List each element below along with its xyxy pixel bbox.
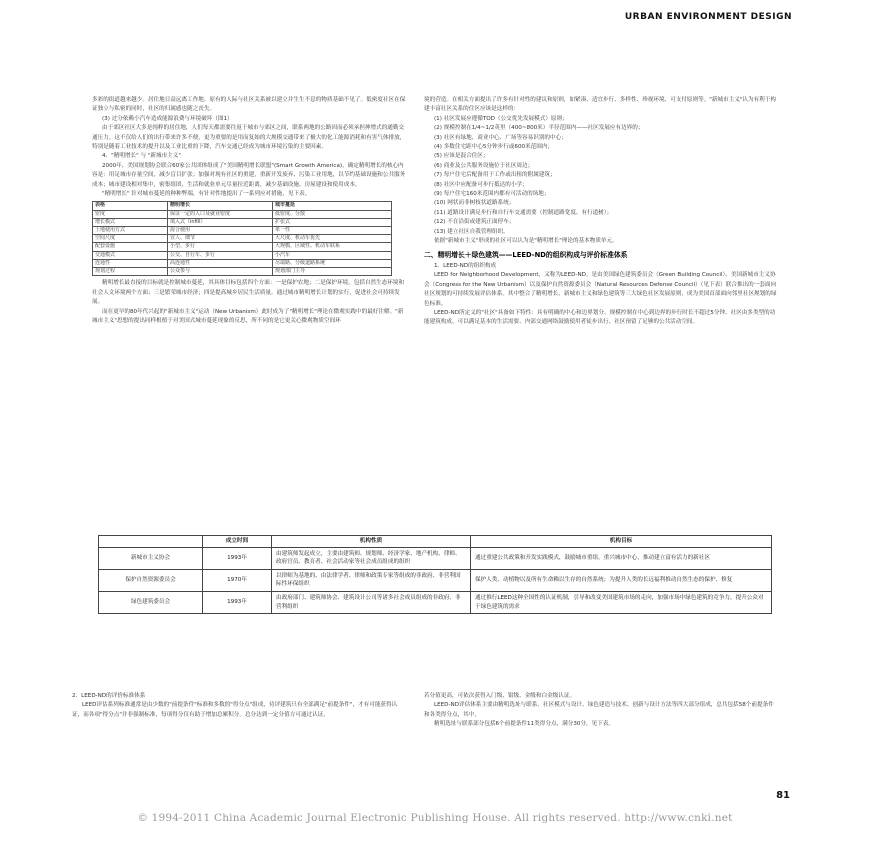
table-row — [93, 268, 392, 276]
bottom-left-column — [72, 692, 404, 720]
table-header-cell — [99, 536, 203, 548]
table-row — [99, 547, 772, 569]
list-item: (8) 社区中应配备可步行抵达的小学； — [434, 181, 528, 188]
list-item: (6) 商业及公共服务设施位于社区周边； — [434, 162, 534, 169]
table-cell: 扩张式 — [273, 218, 392, 226]
table-cell: 通过重建公共政策和开发实践模式，鼓励城市重组，重兴城市中心，推动建立富有活力的新社区 — [471, 547, 772, 569]
list-item: (3) 社区有绿地、商业中心、广场等容易识别的中心； — [434, 134, 567, 141]
table-cell: 绿色建筑委员会 — [99, 591, 203, 613]
table-row — [93, 243, 392, 251]
table-cell: 小型、步行 — [168, 243, 273, 251]
table-cell: 保护人类、动植物以及所有生命赖以生存的自然系统；为提升人类的长远福利推动自然生态的保护、修复 — [471, 569, 772, 591]
table-cell: 低密度、分散 — [273, 210, 392, 218]
table-cell: 尽端路、分级道路系统 — [273, 259, 392, 267]
table-header-row — [93, 202, 392, 210]
paragraph: 2000年，美国规划协会联合60家公共团体组成了"美国精明增长联盟"(Smart Growth America)，确定精明增长的核心内容是：用足城市存量空间，减少盲目扩张；加强对现有社区的重建，重新开发废弃、污染工业用地，以节约基础设施和公共服务成本；城市建设相对集中，密集组团，生活和就业单元尽量拉近距离，减少基础设施、房屋建设和使用成本。 — [92, 162, 406, 188]
paragraph: 而在更早的80年代兴起的"新城市主义"运动（New Urbanism）此时成为了"精明增长"理论在微观实践中的最好注解。"新城市主义"思想的提出同样根植于对美国式城市蔓延现象的反思，所不同的是它更关心微观物质空间环 — [92, 308, 404, 324]
table-cell: 配套设施 — [93, 243, 168, 251]
section-heading: 4．"精明增长" 与 "新城市主义" — [102, 153, 181, 160]
table-cell: 由政府部门、建筑师协会、建筑设计公司等诸多社会成员组成的非政府、非营利组织 — [272, 591, 471, 613]
subheading: (3) 过分依赖小汽车造成能源浪费与环境破坏（图1） — [102, 115, 233, 122]
paragraph: LEED评估系列标准通常是由少数的"前提条件"标准和多数的"得分点"组成，待评建筑只有全部满足"前提条件"，才有可能获得认证，而各项"得分点"并非强制标准，每项得分仅有助于增加总累积分。总分达到一定分值方可通过认证， — [72, 702, 398, 718]
table-header-cell: 机构目标 — [471, 536, 772, 548]
right-column — [424, 96, 778, 328]
table-row — [93, 218, 392, 226]
table-cell: 密度 — [93, 210, 168, 218]
table-cell: 混合使用 — [168, 227, 273, 235]
journal-header: URBAN ENVIRONMENT DESIGN — [624, 12, 792, 22]
table-header-cell: 城市蔓延 — [273, 202, 392, 210]
list-item: (1) 社区发展应遵循TOD（公交优先发展模式）原则； — [434, 115, 568, 122]
list-item: (13) 建立社区自我管理组织。 — [434, 228, 509, 235]
list-item: (10) 网状而非树枝状道路系统； — [434, 200, 515, 207]
table-header-cell: 机构性质 — [272, 536, 471, 548]
table-cell: 保证一定的人口及就业密度 — [168, 210, 273, 218]
table-header-cell: 精明增长 — [168, 202, 273, 210]
paragraph: 由于郊区社区大多是纯粹的居住地，人们每天都需要往返于城市与郊区之间，联系两地的公路因而必须承担抻增式的通勤交通压力。这不仅给人们的出行带来许多不便，更为重要的是用而复始的大规模交通带来了极大的化工能源消耗和有害气体排放，特别是随着工业技术的提升以及工业比重的下降，汽车交通已经成为城市环境污染的主要因素。 — [92, 125, 406, 151]
paragraph: LEED-ND所定义的"社区"具备如下特性：具有明确的中心和边界划分、规模控制在中心到边界的步行时长不超过5分钟、社区由多类型的功能建筑构成、可以满足基本的生活需要、内部交通网络鼓励使用者徒步出行、社区预留了足够的公共活动空间。 — [424, 309, 776, 326]
table-cell: 公交、自行车、步行 — [168, 251, 273, 259]
table-cell: 增长模式 — [93, 218, 168, 226]
table-header-cell: 表格 — [93, 202, 168, 210]
table-row — [93, 227, 392, 235]
paragraph: 精明增长最直接的目标就是控制城市蔓延，其具体目标包括四个方面：一是保护农地；二是保护环境，包括自然生态环境和社会人文环境两个方面；三是繁荣城市经济；四是提高城乡居民生活质量。通过城市精明增长计划的实行，促进社会可持续发展。 — [92, 280, 405, 306]
table-row — [93, 210, 392, 218]
table-cell: 交通模式 — [93, 251, 168, 259]
table-cell: 连通性 — [93, 259, 168, 267]
subsection-heading: 1．LEED-ND的组织构成 — [434, 262, 497, 269]
table-row — [93, 251, 392, 259]
table-cell: 规划过程 — [93, 268, 168, 276]
paragraph: 依据"新城市主义"形成的社区可以认为是"精明增长"理论的基本物质单元。 — [434, 238, 618, 245]
table-cell: 宜人、细节 — [168, 235, 273, 243]
copyright-footer: © 1994-2011 China Academic Journal Electronic Publishing House. All rights reserved. http://www.cnki.net — [137, 812, 733, 824]
table-row — [93, 235, 392, 243]
table-cell: 高连通性 — [168, 259, 273, 267]
bottom-right-column — [424, 692, 774, 730]
table-row — [99, 569, 772, 591]
table-cell: 1970年 — [203, 569, 272, 591]
table-cell: 1993年 — [203, 547, 272, 569]
table-cell: 以律师为基地的、由法律学者、律师和政策专家等组成的非政府、非营利国际性环保组织 — [272, 569, 471, 591]
table-row — [99, 591, 772, 613]
paragraph: 若分值更高，可依次获得入门级、银级、金级和白金级认证。 — [424, 693, 576, 699]
subsection-heading: 2．LEED-ND的评价标准体系 — [72, 693, 146, 699]
paragraph: LEED-ND评估体系主要由精明选址与联系、社区模式与设计、绿色建造与技术、创新与设计方法等四大部分组成，总共包括58个前提条件和各类得分点，其中， — [424, 702, 774, 718]
table-cell: 公众参与 — [168, 268, 273, 276]
list-item: (5) 应该是混合住区； — [434, 153, 489, 160]
list-item: (9) 每户住宅160米范围内都有可活动的场地； — [434, 191, 550, 198]
table-cell: 空间尺度 — [93, 235, 168, 243]
table-cell: 由建筑师发起成立，主要由建筑师、规划师、经济学家、地产机构、律师、政府官员、教育者、社会活动家等社会成员组成的组织 — [272, 547, 471, 569]
table-cell: 大尺度、机动车优先 — [273, 235, 392, 243]
table-cell: 保护自然资源委员会 — [99, 569, 203, 591]
list-item: (7) 每户住宅后配备用于工作或出租的附属建筑； — [434, 172, 556, 179]
list-item: (2) 规模控制在1/4~1/2英里（400~800米）半径范围内——社区发展应有边界的； — [434, 125, 644, 132]
table-cell: 小汽车 — [273, 251, 392, 259]
table-header-cell: 成立时间 — [203, 536, 272, 548]
paragraph: 境的营造。在相关方面提出了许多有针对性的建议和原则，如紧凑、适宜步行、多样性、珍视环境、可支付原则等。"新城市主义"认为有利于构建丰富社区关系的住区应该是这样的： — [424, 97, 776, 113]
smart-growth-vs-sprawl-table — [92, 201, 392, 276]
table-cell: 大规模、区域性、机动车联系 — [273, 243, 392, 251]
list-item: (11) 道路设计满足步行和自行车交通需要（控制道路宽度、有行道树）； — [434, 209, 613, 216]
table-cell: 土地使用方式 — [93, 227, 168, 235]
table-cell: 规划部门主导 — [273, 268, 392, 276]
paragraph: 多彩的街道越来越少。居住地日益远离工作地。原有的人际与社区关系被以建立并生生不息的物质基础不见了。低密度社区在保证独立与私密的同时，社区的归属感也随之丧失。 — [92, 97, 406, 113]
table-cell: 填入式（infill） — [168, 218, 273, 226]
organizations-table — [98, 535, 772, 614]
left-column — [92, 96, 408, 326]
page-number: 81 — [776, 790, 790, 801]
list-item: (12) 不在沿街或建筑正面停车； — [434, 219, 515, 226]
table-cell: 单一性 — [273, 227, 392, 235]
table-cell: 新城市主义协会 — [99, 547, 203, 569]
table-cell: 通过推行LEED这种全国性的认证机制，引导和改变美国建筑市场的走向，加强市场中绿色建筑的竞争力，提升公众对于绿色建筑的需求 — [471, 591, 772, 613]
section-heading: 二、精明增长＋绿色建筑——LEED-ND的组织构成与评价标准体系 — [424, 250, 628, 259]
table-cell: 1993年 — [203, 591, 272, 613]
paragraph: LEED for Neighborhood Development，又称为LEED-ND。是由美国绿色建筑委员会（Green Building Council）、美国新城市主义协会（Congress for the New Urbanism）以及保护自然资源委员会（Natural Resources Defense Council）（见下表）联合推出的一套面向社区规划的可持续发展评估体系。其中整合了精明增长、新城市主义和绿色建筑等三大绿色社区发展原则，成为美国首部面向邻里社区规划的绿色标准。 — [424, 272, 777, 307]
paragraph: "精明增长" 针对城市蔓延的种种弊端，有针对性地提出了一系列应对措施，见下表。 — [102, 191, 311, 198]
table-header-row — [99, 536, 772, 548]
paragraph: 精明选址与联系部分包括6个前提条件11类得分点，满分30分，见下表。 — [434, 721, 615, 728]
table-row — [93, 259, 392, 267]
list-item: (4) 多数住宅距中心5分钟步行或600米范围内； — [434, 144, 554, 151]
